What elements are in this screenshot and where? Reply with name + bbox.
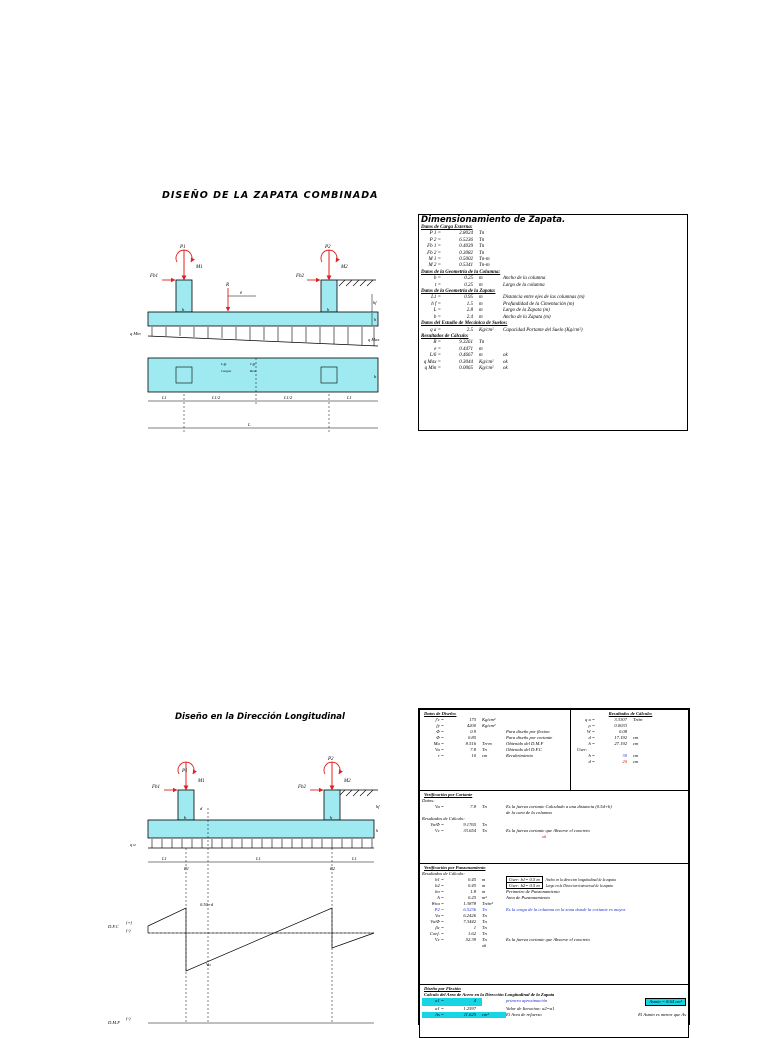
- shear-ok: ok: [542, 834, 547, 839]
- user-label: User:: [577, 747, 588, 752]
- p1-s4-sym-0: R =: [433, 340, 441, 346]
- p1-s0-sym-0: P 1 =: [429, 231, 441, 237]
- calc-sym-2: W =: [586, 729, 595, 734]
- p1-s1-val-1: 0.25: [464, 282, 473, 288]
- dimensioning-sheet: [418, 214, 688, 431]
- design-val-5: 7.8: [470, 747, 476, 752]
- user-sym-0: h =: [588, 753, 595, 758]
- design-unit-6: cm: [482, 753, 488, 758]
- label-b-plan: b: [374, 374, 377, 379]
- p1-s0-unit-3: Tn: [479, 250, 485, 256]
- label-m2: M2: [341, 265, 348, 270]
- p1-s2-sym-0: L1 =: [431, 295, 441, 301]
- design-sym-5: Vu =: [434, 747, 444, 752]
- p1-s4-sym-2: L/6 =: [429, 353, 441, 359]
- label-cargas: Cargas: [221, 369, 232, 373]
- p1-s2-sym-2: L =: [433, 308, 441, 314]
- shear-unit-0: Tn: [482, 822, 487, 827]
- calc-unit-4: cm: [633, 741, 639, 746]
- sheet-title: Dimensionamiento de Zapata.: [421, 215, 566, 225]
- punch-desc-10: Es la fuerza cortante que Absorve el concreto: [506, 937, 590, 942]
- p2-label-vu: Vu: [206, 962, 211, 967]
- design-val-2: 0.9: [470, 729, 476, 734]
- design-unit-5: Tn: [482, 747, 487, 752]
- label-b-1: b: [182, 307, 185, 312]
- calc-val-3: 17.192: [614, 735, 627, 740]
- shear-sym-1: Vc =: [434, 828, 444, 833]
- design-sheet: Datos de Diseño: f'c = 175 Kg/cm² fy = 4200 Kg/cm² Φ = 0.9 Para diseño por flexion Φ = 0.85 Para diseño por cortante Mu = 8.516 Tn-m Obtenido del D.M.F Vu = 7.8 Tn Obtenido del D.F.C r = 10 cm Recubrimiento Resultados de Cálculo: q u = 3.3307 Tn/m ρ = 0.0033 W = 0.08 d = 17.192 cm h = 27.192 cm User: h = 30 cm d = 20 cm Verificación por Cortante Datos: Vu = 7.8 Tn Es la fuerza cortante Calculado a una distancia (0.5d+b) de la cara de la columna Resultados de Cálculo: Vu/Φ = 9.1765 Tn Vc = 33.654 Tn Es la fuerza cortante que Absorve el concreto ok Verificación por Punzonamiento Resultados de Cálculo: b1 = 0.45 m User: b1= 0.5 m Ancho en la direccion longuitudinal de la zapata b2 = 0.45 m User: b2= 0.5 m Largo en la Direccion transversal de la zapata bo = 1.8 m Perimetro de Punzonamiento A = 0.25 m² Area de Punzonamiento Wnu = 1.3878 Tn/m² P2 = 6.5236 Tn Es la carga de la columna en la zona donde la cortante es mayor Vu = 6.2426 Tn Vu/Φ = 7.3442 Tn βc = 1 Tn Coef. = 1.62 Tn Vc = 52.39 Tn Es la fuerza cortante que Absorve el concreto ok Diseño por Flexión Calculo del Area de Acero en la Dirección Longitudinal de la Zapata a1 = 4 primera aproximación Asmin = 8.64 cm² a1 = 1.2597 Valor de Iteracion: a2=a1 As = 11.625 cm² El Area de refuerzo El Asmin es menor que As: [418, 708, 690, 1025]
- p1-s0-val-0: 2.8024: [459, 231, 473, 237]
- p2-label-qu: q u: [130, 842, 136, 847]
- user-unit-1: cm: [633, 759, 639, 764]
- design-sym-3: Φ =: [436, 735, 444, 740]
- design-unit-1: Kg/cm²: [482, 723, 496, 728]
- shear-results-label: Resultados de Cálculo:: [422, 816, 465, 821]
- punch-unit-5: Tn: [482, 907, 487, 912]
- p1-s2-unit-0: m: [479, 295, 483, 301]
- punch-desc-5: Es la carga de la columna en la zona donde la cortante es mayor: [506, 907, 626, 912]
- p1-s0-val-4: 0.5002: [459, 257, 473, 263]
- p1-s1-desc-1: Largo de la columna: [503, 282, 545, 288]
- section-heading: Datos de Carga Externa:: [421, 225, 473, 230]
- p1-s2-desc-3: Ancho de la Zapata (m): [503, 314, 551, 320]
- p1-s4-sym-1: e =: [434, 346, 441, 352]
- punch-unit-6: Tn: [482, 913, 487, 918]
- calc-sym-0: q u =: [585, 717, 595, 722]
- p1-s1-unit-1: m: [479, 282, 483, 288]
- flexion-heading: Diseño por Flexión: [424, 986, 461, 991]
- p1-s2-val-2: 2.8: [466, 308, 473, 314]
- p1-s2-desc-2: Largo de la Zapata (m): [503, 308, 550, 314]
- shear-heading: Verificación por Cortante: [424, 792, 473, 797]
- p1-s2-val-0: 0.95: [464, 295, 473, 301]
- flex-val-0: 4: [446, 998, 482, 1006]
- label-qmax: q Max: [368, 337, 380, 342]
- flex-sym-0: a1 =: [422, 998, 446, 1006]
- flex-desc-1: Valor de Iteracion: a2=a1: [506, 1006, 555, 1011]
- flex-desc-0: primera aproximación: [506, 998, 548, 1003]
- p1-s3-row: [419, 328, 687, 334]
- p2-label-r1: R1: [184, 866, 189, 871]
- design-sym-1: fy =: [436, 723, 444, 728]
- label-l: L: [248, 422, 251, 427]
- label-l1half-2: L1/2: [284, 395, 293, 400]
- label-l1half-1: L1/2: [212, 395, 221, 400]
- p1-s0-unit-2: Tn: [479, 244, 485, 250]
- p1-s1-desc-0: Ancho de la columna: [503, 276, 546, 282]
- punch-unit-9: Tn: [482, 931, 487, 936]
- design-desc-3: Para diseño por cortante: [506, 735, 553, 740]
- section-heading: Datos del Estudio de Mecánica de Suelos:: [421, 321, 508, 327]
- punch-val-6: 6.2426: [463, 913, 476, 918]
- p2-label-hf: hf: [376, 804, 380, 809]
- design-sym-2: Φ =: [436, 729, 444, 734]
- user-row: [573, 759, 686, 765]
- calc-sym-1: ρ =: [588, 723, 595, 728]
- punching-results-label: Resultados de Cálculo:: [422, 871, 465, 876]
- user-val-0: 30: [622, 753, 627, 758]
- p1-s4-unit-3: Kg/cm²: [479, 359, 494, 365]
- calc-unit-0: Tn/m: [633, 717, 643, 722]
- label-l1-right: L1: [347, 395, 352, 400]
- calc-sym-4: h =: [588, 741, 595, 746]
- p1-s4-desc-4: ok: [503, 365, 508, 371]
- punch-row: [422, 937, 686, 943]
- shear-data-label: Datos:: [422, 798, 435, 803]
- p1-s0-val-2: 0.4039: [459, 244, 473, 250]
- p1-s1-sym-1: t =: [434, 282, 441, 288]
- footing-diagram-2: [108, 757, 385, 1025]
- p1-s0-val-1: 6.5236: [459, 237, 473, 243]
- shear-sym-0: Vu/Φ =: [430, 822, 444, 827]
- p1-s3-val-0: 2.5: [466, 327, 473, 333]
- p1-s4-val-3: 0.3044: [459, 359, 473, 365]
- punch-user-box-1: User: b2= 0.5 m: [506, 882, 543, 889]
- p1-s0-sym-4: M 1 =: [428, 257, 441, 263]
- design-val-6: 10: [471, 753, 476, 758]
- p1-s2-sym-3: b =: [433, 314, 441, 320]
- p1-s4-row: [419, 366, 687, 372]
- punch-val-1: 0.45: [467, 883, 476, 888]
- calc-row: [573, 741, 686, 747]
- shear-row: [422, 828, 686, 834]
- label-p2: P2: [325, 245, 331, 250]
- punch-unit-10: Tn: [482, 937, 487, 942]
- p1-s3-desc-0: Capacidad Portante del Suelo (Kg/cm²): [503, 327, 583, 333]
- p1-s0-unit-5: Tn-m: [479, 263, 490, 269]
- punch-sym-9: Coef. =: [429, 931, 444, 936]
- calc-desc-4: [657, 741, 686, 747]
- flex-val-2: 11.625: [446, 1012, 482, 1018]
- flex-sym-2: As =: [422, 1012, 446, 1018]
- p2-label-p1: P1: [182, 769, 188, 774]
- shear-desc-1: Es la fuerza cortante que Absorve el concreto: [506, 828, 590, 833]
- design-sym-6: r =: [437, 753, 444, 758]
- p1-s0-val-5: 0.5341: [459, 263, 473, 269]
- punch-sym-8: βc =: [435, 925, 444, 930]
- design-row: [422, 753, 568, 759]
- p1-s2-unit-1: m: [479, 301, 483, 307]
- design-val-1: 4200: [466, 723, 476, 728]
- footing-diagram-1: [130, 236, 382, 436]
- label-h: h: [374, 317, 377, 322]
- user-desc-1: [657, 759, 686, 765]
- p1-s3-unit-0: Kg/cm²: [479, 327, 494, 333]
- p1-s4-unit-0: Tn: [479, 340, 485, 346]
- punch-sym-6: Vu =: [434, 913, 444, 918]
- punch-unit-4: Tn/m²: [482, 901, 493, 906]
- p1-s4-sym-4: q Min =: [424, 365, 441, 371]
- p1-s4-desc-3: ok: [503, 359, 508, 365]
- p2-label-r2: R2: [330, 866, 335, 871]
- p1-s3-sym-0: q a =: [430, 327, 441, 333]
- p2-label-fb1: Fb1: [152, 785, 161, 790]
- design-sym-4: Mu =: [433, 741, 444, 746]
- p1-s0-desc-5: [503, 263, 687, 269]
- p1-s2-unit-2: m: [479, 308, 483, 314]
- p2-label-m2: M2: [344, 779, 351, 784]
- punch-val-8: 1: [473, 925, 476, 930]
- p1-s4-sym-3: q Max =: [423, 359, 441, 365]
- design-val-0: 175: [469, 717, 476, 722]
- flexion-subheading: Calculo del Area de Acero en la Dirección Longitudinal de la Zapata: [424, 992, 555, 997]
- p1-s0-sym-1: P 2 =: [429, 237, 441, 243]
- punch-val-5: 6.5236: [463, 907, 476, 912]
- punching-heading: Verificación por Punzonamiento: [424, 865, 486, 870]
- p1-s4-desc-2: ok: [503, 353, 508, 359]
- label-qmin: q Min: [130, 331, 141, 336]
- p2-label-d: d: [200, 806, 203, 811]
- label-fb2: Fb2: [296, 274, 305, 279]
- p1-s0-unit-1: Tn: [479, 237, 485, 243]
- p1-s4-val-0: 9.3261: [459, 340, 473, 346]
- p2-label-fb2: Fb2: [298, 785, 307, 790]
- p1-s1-val-0: 0.25: [464, 276, 473, 282]
- punch-unit-8: Tn: [482, 925, 487, 930]
- label-m1: M1: [196, 265, 203, 270]
- p2-label-b-2: b: [330, 815, 333, 820]
- punch-user-box-0: User: b1= 0.5 m: [506, 876, 543, 883]
- p1-s0-unit-4: Tn-m: [479, 257, 490, 263]
- p1-s2-desc-0: Distancia entre ejes de las columnas (m): [503, 295, 585, 301]
- section-heading: Datos de la Geometria de la Zapata:: [421, 289, 496, 295]
- label-l1-left: L1: [162, 395, 167, 400]
- flex-row: [422, 998, 686, 1006]
- label-p1: P1: [180, 245, 186, 250]
- design-desc-2: Para diseño por flexion: [506, 729, 550, 734]
- label-e: e: [240, 291, 243, 296]
- design-val-4: 8.516: [465, 741, 476, 746]
- label-rest: Rest.: [250, 369, 257, 373]
- calc-val-0: 3.3307: [614, 717, 627, 722]
- punch-sym-3: A =: [437, 895, 444, 900]
- shear-unit-1: Tn: [482, 828, 487, 833]
- punch-val-9: 1.62: [467, 931, 476, 936]
- punch-unit-3: m²: [482, 895, 487, 900]
- p1-s2-desc-1: Profundidad de la Cimentación (m): [503, 301, 575, 307]
- flex-val-1: 1.2597: [463, 1006, 476, 1011]
- punch-desc-3: Area de Punzonamiento: [506, 895, 550, 900]
- flexion-note: El Asmin es menor que As: [638, 1012, 686, 1017]
- design-desc-5: Obtenido del D.F.C: [506, 747, 542, 752]
- punch-sym-2: bo =: [435, 889, 444, 894]
- label-cg-1: c.g.: [221, 361, 227, 366]
- calc-sym-3: d =: [588, 735, 595, 740]
- design-desc-4: Obtenido del D.M.F: [506, 741, 544, 746]
- p1-s4-val-1: 0.4471: [459, 346, 473, 352]
- punch-val-0: 0.45: [467, 877, 476, 882]
- asmin-box: Asmin = 8.64 cm²: [645, 998, 686, 1006]
- design-unit-0: Kg/cm²: [482, 717, 496, 722]
- page-title-direccion-longitudinal: Diseño en la Dirección Longitudinal: [175, 712, 345, 722]
- shear-val-1: 33.654: [463, 828, 476, 833]
- p1-s4-unit-2: m: [479, 353, 483, 359]
- label-cg-2: c.g.: [250, 361, 256, 366]
- user-val-1: 20: [622, 759, 627, 764]
- punch-val-10: 52.39: [465, 937, 476, 942]
- punch-desc-2: Perimetro de Punzonamiento: [506, 889, 560, 894]
- punch-sym-5: P2 =: [434, 907, 444, 912]
- label-b-2: b: [327, 307, 330, 312]
- p2-label-p2: P2: [328, 757, 334, 762]
- punch-sym-4: Wnu =: [431, 901, 444, 906]
- punching-ok: ok: [482, 943, 487, 948]
- user-unit-0: cm: [633, 753, 639, 758]
- flex-unit-0: [482, 998, 506, 1006]
- label-r: R: [226, 283, 230, 288]
- p2-label-dmf: D.M.F: [108, 1020, 120, 1025]
- p2-label-h: h: [376, 828, 379, 833]
- section-heading: Resultados de Cálculo:: [421, 333, 469, 339]
- p2-label-minus-2: (-): [126, 1016, 131, 1021]
- p1-s2-val-1: 1.5: [466, 301, 473, 307]
- p1-s2-val-3: 2.4: [466, 314, 473, 320]
- punch-user-note-0: Ancho en la direccion longuitudinal de la zapata: [545, 878, 616, 882]
- p1-s1-sym-0: b =: [433, 276, 441, 282]
- punch-unit-7: Tn: [482, 919, 487, 924]
- page-title-zapata-combinada: DISEÑO DE LA ZAPATA COMBINADA: [162, 190, 379, 201]
- p1-s4-unit-1: m: [479, 346, 483, 352]
- flex-sym-1: a1 =: [435, 1006, 444, 1011]
- punch-unit-1: m: [482, 883, 486, 888]
- design-desc-6: Recubrimiento: [506, 753, 534, 758]
- punch-sym-1: b2 =: [435, 883, 444, 888]
- p1-s0-sym-5: M 2 =: [428, 263, 441, 269]
- p2-label-halfd: 0.50+d: [200, 902, 214, 907]
- p1-s4-val-2: 0.4667: [459, 353, 473, 359]
- flex-row: [422, 1012, 686, 1018]
- flex-unit-2: cm²: [482, 1012, 506, 1018]
- punch-sym-0: b1 =: [435, 877, 444, 882]
- punch-val-4: 1.3878: [463, 901, 476, 906]
- flex-desc-2: El Area de refuerzo: [506, 1012, 542, 1017]
- p1-s0-row: [419, 263, 687, 269]
- punch-unit-0: m: [482, 877, 486, 882]
- calc-unit-3: cm: [633, 735, 639, 740]
- design-sym-0: f'c =: [435, 717, 444, 722]
- design-unit-4: Tn-m: [482, 741, 492, 746]
- design-val-3: 0.85: [467, 735, 476, 740]
- p2-label-b-1: b: [184, 815, 187, 820]
- calc-val-2: 0.08: [618, 729, 627, 734]
- p1-s2-sym-1: h f =: [431, 301, 441, 307]
- p2-label-l1-left: L1: [162, 856, 167, 861]
- punch-val-7: 7.3442: [463, 919, 476, 924]
- p2-label-l1-right: L1: [352, 856, 357, 861]
- p1-s2-unit-3: m: [479, 314, 483, 320]
- shear-val-0: 9.1765: [463, 822, 476, 827]
- p2-label-plus: (+): [126, 920, 133, 925]
- p2-label-m1: M1: [198, 779, 205, 784]
- calc-val-4: 27.192: [614, 741, 627, 746]
- punch-sym-10: Vc =: [434, 937, 444, 942]
- user-sym-1: d =: [588, 759, 595, 764]
- p1-s0-sym-2: Fb 1 =: [427, 244, 441, 250]
- p1-s0-sym-3: Fb 2 =: [427, 250, 441, 256]
- p1-s1-unit-0: m: [479, 276, 483, 282]
- p2-label-l1-mid: L1: [256, 856, 261, 861]
- p2-label-minus: (-): [126, 928, 131, 933]
- section-heading: Datos de la Geometria de la Columna:: [421, 269, 501, 275]
- punch-val-2: 1.8: [470, 889, 476, 894]
- p1-s0-val-3: 0.3082: [459, 250, 473, 256]
- p2-label-dfc: D.F.C: [108, 924, 119, 929]
- punch-sym-7: Vu/Φ =: [430, 919, 444, 924]
- design-data-heading: Datos de Diseño:: [424, 711, 457, 716]
- punch-val-3: 0.25: [467, 895, 476, 900]
- p1-s4-unit-4: Kg/cm²: [479, 365, 494, 371]
- calc-results-heading: Resultados de Cálculo:: [608, 711, 653, 716]
- calc-val-1: 0.0033: [614, 723, 627, 728]
- label-hf: hf: [373, 300, 377, 305]
- p1-s4-val-4: 0.0065: [459, 365, 473, 371]
- label-fb1: Fb1: [150, 274, 159, 279]
- punch-unit-2: m: [482, 889, 486, 894]
- punch-user-note-1: Largo en la Direccion transversal de la zapata: [545, 884, 613, 888]
- p1-s0-unit-0: Tn: [479, 231, 485, 237]
